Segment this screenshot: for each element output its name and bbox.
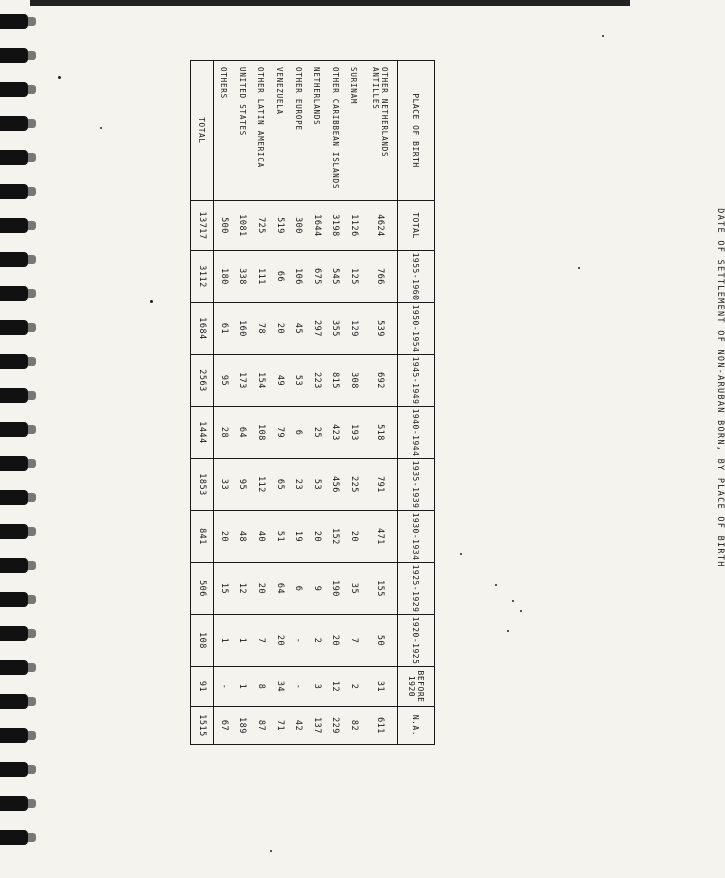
value-cell: 518: [363, 407, 397, 459]
col-header: N.A.: [398, 707, 435, 745]
value-cell: 23: [289, 459, 308, 511]
value-cell: 20: [326, 615, 345, 667]
value-cell: 20: [214, 511, 234, 563]
rotated-table-block: [190, 60, 725, 737]
table-row: [289, 61, 308, 745]
place-of-birth-cell: VENEZUELA: [270, 61, 289, 201]
table-row: [326, 61, 345, 745]
col-header: 1925-1929: [398, 563, 435, 615]
binding-ring: [0, 694, 28, 709]
value-cell: 7: [252, 615, 271, 667]
value-cell: 471: [363, 511, 397, 563]
value-cell: 91: [191, 667, 214, 707]
value-cell: 180: [214, 251, 234, 303]
value-cell: 20: [252, 563, 271, 615]
value-cell: 20: [345, 511, 364, 563]
value-cell: 106: [289, 251, 308, 303]
value-cell: 791: [363, 459, 397, 511]
value-cell: 125: [345, 251, 364, 303]
binding-ring: [0, 14, 28, 29]
value-cell: 42: [289, 707, 308, 745]
value-cell: 1: [214, 615, 234, 667]
value-cell: 65: [270, 459, 289, 511]
value-cell: 64: [270, 563, 289, 615]
binding-ring: [0, 456, 28, 471]
value-cell: 71: [270, 707, 289, 745]
col-header: PLACE OF BIRTH: [398, 61, 435, 201]
place-of-birth-cell: OTHER LATIN AMERICA: [252, 61, 271, 201]
value-cell: 79: [270, 407, 289, 459]
col-header: 1950-1954: [398, 303, 435, 355]
value-cell: 506: [191, 563, 214, 615]
value-cell: 2: [307, 615, 326, 667]
value-cell: 3: [307, 667, 326, 707]
table-row: [214, 61, 234, 745]
value-cell: 1684: [191, 303, 214, 355]
value-cell: 61: [214, 303, 234, 355]
value-cell: 841: [191, 511, 214, 563]
value-cell: 766: [363, 251, 397, 303]
value-cell: 108: [252, 407, 271, 459]
value-cell: 112: [252, 459, 271, 511]
spiral-binding: [0, 0, 32, 878]
binding-ring: [0, 150, 28, 165]
value-cell: 189: [233, 707, 252, 745]
value-cell: 611: [363, 707, 397, 745]
value-cell: 355: [326, 303, 345, 355]
value-cell: 13717: [191, 201, 214, 251]
value-cell: 34: [270, 667, 289, 707]
header-row: [398, 61, 435, 745]
value-cell: 64: [233, 407, 252, 459]
value-cell: 815: [326, 355, 345, 407]
value-cell: 19: [289, 511, 308, 563]
value-cell: 500: [214, 201, 234, 251]
place-of-birth-cell: OTHERS: [214, 61, 234, 201]
binding-ring: [0, 660, 28, 675]
value-cell: 229: [326, 707, 345, 745]
place-of-birth-cell: OTHER EUROPE: [289, 61, 308, 201]
value-cell: 1081: [233, 201, 252, 251]
value-cell: 225: [345, 459, 364, 511]
value-cell: 12: [233, 563, 252, 615]
value-cell: 3198: [326, 201, 345, 251]
value-cell: 31: [363, 667, 397, 707]
binding-ring: [0, 796, 28, 811]
total-label: TOTAL: [191, 61, 214, 201]
value-cell: 15: [214, 563, 234, 615]
binding-ring: [0, 184, 28, 199]
binding-ring: [0, 286, 28, 301]
value-cell: 456: [326, 459, 345, 511]
value-cell: 190: [326, 563, 345, 615]
value-cell: 35: [345, 563, 364, 615]
value-cell: 20: [270, 615, 289, 667]
value-cell: 1: [233, 615, 252, 667]
value-cell: 111: [252, 251, 271, 303]
value-cell: -: [289, 667, 308, 707]
value-cell: 675: [307, 251, 326, 303]
value-cell: 95: [214, 355, 234, 407]
place-of-birth-cell: OTHER NETHERLANDS ANTILLES: [363, 61, 397, 201]
value-cell: 1444: [191, 407, 214, 459]
total-row: [191, 61, 214, 745]
value-cell: 45: [289, 303, 308, 355]
binding-ring: [0, 422, 28, 437]
binding-ring: [0, 354, 28, 369]
col-header: 1955-1960: [398, 251, 435, 303]
binding-ring: [0, 524, 28, 539]
col-header: 1935-1939: [398, 459, 435, 511]
value-cell: 300: [289, 201, 308, 251]
value-cell: 137: [307, 707, 326, 745]
binding-ring: [0, 592, 28, 607]
value-cell: 193: [345, 407, 364, 459]
value-cell: 1126: [345, 201, 364, 251]
value-cell: 20: [270, 303, 289, 355]
value-cell: -: [214, 667, 234, 707]
value-cell: 40: [252, 511, 271, 563]
value-cell: 539: [363, 303, 397, 355]
value-cell: 1515: [191, 707, 214, 745]
value-cell: 9: [307, 563, 326, 615]
value-cell: 154: [252, 355, 271, 407]
col-header: 1940-1944: [398, 407, 435, 459]
value-cell: 95: [233, 459, 252, 511]
binding-ring: [0, 320, 28, 335]
value-cell: 12: [326, 667, 345, 707]
table-title: DATE OF SETTLEMENT OF NON-ARUBAN BORN, BY PLACE OF BIRTH: [715, 208, 725, 568]
value-cell: 66: [270, 251, 289, 303]
value-cell: 8: [252, 667, 271, 707]
binding-ring: [0, 388, 28, 403]
value-cell: 725: [252, 201, 271, 251]
value-cell: 129: [345, 303, 364, 355]
place-of-birth-cell: SURINAM: [345, 61, 364, 201]
place-of-birth-cell: OTHER CARIBBEAN ISLANDS: [326, 61, 345, 201]
table-row: [270, 61, 289, 745]
value-cell: 53: [307, 459, 326, 511]
value-cell: 7: [345, 615, 364, 667]
value-cell: 78: [252, 303, 271, 355]
col-header: 1920-1925: [398, 615, 435, 667]
value-cell: 152: [326, 511, 345, 563]
value-cell: 108: [191, 615, 214, 667]
value-cell: 3112: [191, 251, 214, 303]
binding-ring: [0, 830, 28, 845]
binding-ring: [0, 116, 28, 131]
value-cell: 160: [233, 303, 252, 355]
col-header: TOTAL: [398, 201, 435, 251]
binding-ring: [0, 82, 28, 97]
value-cell: 6: [289, 563, 308, 615]
table-row: [345, 61, 364, 745]
binding-ring: [0, 762, 28, 777]
value-cell: 1644: [307, 201, 326, 251]
col-header: BEFORE 1920: [398, 667, 435, 707]
value-cell: 155: [363, 563, 397, 615]
binding-ring: [0, 218, 28, 233]
value-cell: 173: [233, 355, 252, 407]
value-cell: 49: [270, 355, 289, 407]
settlement-table: [190, 60, 435, 745]
binding-ring: [0, 48, 28, 63]
binding-ring: [0, 252, 28, 267]
value-cell: 28: [214, 407, 234, 459]
table-row: [307, 61, 326, 745]
value-cell: 2563: [191, 355, 214, 407]
value-cell: 338: [233, 251, 252, 303]
value-cell: 25: [307, 407, 326, 459]
value-cell: 51: [270, 511, 289, 563]
value-cell: 48: [233, 511, 252, 563]
value-cell: 692: [363, 355, 397, 407]
value-cell: 50: [363, 615, 397, 667]
value-cell: 297: [307, 303, 326, 355]
value-cell: -: [289, 615, 308, 667]
place-of-birth-cell: NETHERLANDS: [307, 61, 326, 201]
value-cell: 53: [289, 355, 308, 407]
value-cell: 1853: [191, 459, 214, 511]
binding-ring: [0, 490, 28, 505]
value-cell: 87: [252, 707, 271, 745]
value-cell: 423: [326, 407, 345, 459]
value-cell: 1: [233, 667, 252, 707]
table-row: [233, 61, 252, 745]
value-cell: 4624: [363, 201, 397, 251]
value-cell: 2: [345, 667, 364, 707]
col-header: 1945-1949: [398, 355, 435, 407]
place-of-birth-cell: UNITED STATES: [233, 61, 252, 201]
table-row: [363, 61, 397, 745]
binding-ring: [0, 558, 28, 573]
value-cell: 20: [307, 511, 326, 563]
col-header: 1930-1934: [398, 511, 435, 563]
value-cell: 33: [214, 459, 234, 511]
value-cell: 223: [307, 355, 326, 407]
value-cell: 6: [289, 407, 308, 459]
page-edge: [30, 0, 630, 6]
binding-ring: [0, 626, 28, 641]
value-cell: 545: [326, 251, 345, 303]
table-row: [252, 61, 271, 745]
value-cell: 519: [270, 201, 289, 251]
value-cell: 308: [345, 355, 364, 407]
value-cell: 67: [214, 707, 234, 745]
binding-ring: [0, 728, 28, 743]
value-cell: 82: [345, 707, 364, 745]
